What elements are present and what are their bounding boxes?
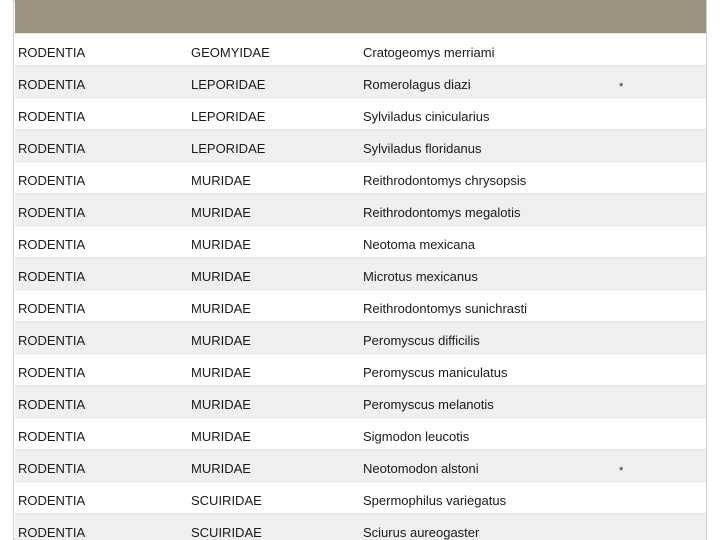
table-row xyxy=(15,353,706,385)
species-cell: Peromyscus melanotis xyxy=(363,397,494,412)
order-cell: RODENTIA xyxy=(18,173,86,188)
table-row xyxy=(15,225,706,257)
table-row xyxy=(15,257,706,289)
family-cell: MURIDAE xyxy=(191,365,251,380)
order-cell: RODENTIA xyxy=(18,109,86,124)
family-cell: LEPORIDAE xyxy=(191,141,266,156)
species-cell: Cratogeomys merriami xyxy=(363,45,495,60)
family-cell: MURIDAE xyxy=(191,333,251,348)
species-cell: Sigmodon leucotis xyxy=(363,429,470,444)
order-cell: RODENTIA xyxy=(18,301,86,316)
order-cell: RODENTIA xyxy=(18,397,86,412)
table-row xyxy=(15,129,706,161)
species-cell: Microtus mexicanus xyxy=(363,269,478,284)
table-row xyxy=(15,193,706,225)
family-cell: MURIDAE xyxy=(191,205,251,220)
order-cell: RODENTIA xyxy=(18,493,86,508)
order-cell: RODENTIA xyxy=(18,429,86,444)
family-cell: MURIDAE xyxy=(191,397,251,412)
species-cell: Reithrodontomys sunichrasti xyxy=(363,301,528,316)
table-row xyxy=(15,481,706,513)
endemic-mark: * xyxy=(619,465,624,477)
table-row xyxy=(15,65,706,97)
species-cell: Reithrodontomys megalotis xyxy=(363,205,521,220)
family-cell: MURIDAE xyxy=(191,429,251,444)
table-row xyxy=(15,289,706,321)
table-row xyxy=(15,33,706,65)
family-cell: SCUIRIDAE xyxy=(191,525,262,540)
order-cell: RODENTIA xyxy=(18,269,86,284)
family-cell: SCUIRIDAE xyxy=(191,493,262,508)
family-cell: GEOMYIDAE xyxy=(191,45,270,60)
order-cell: RODENTIA xyxy=(18,45,86,60)
order-cell: RODENTIA xyxy=(18,365,86,380)
family-cell: LEPORIDAE xyxy=(191,77,266,92)
table-row xyxy=(15,97,706,129)
order-cell: RODENTIA xyxy=(18,77,86,92)
order-cell: RODENTIA xyxy=(18,333,86,348)
species-cell: Sylviladus cinicularius xyxy=(363,109,490,124)
family-cell: MURIDAE xyxy=(191,461,251,476)
table-row xyxy=(15,321,706,353)
table-row xyxy=(15,513,706,540)
species-cell: Sciurus aureogaster xyxy=(363,525,480,540)
species-cell: Reithrodontomys chrysopsis xyxy=(363,173,527,188)
table-body xyxy=(15,33,706,540)
table-row xyxy=(15,385,706,417)
species-cell: Peromyscus difficilis xyxy=(363,333,480,348)
table-row xyxy=(15,449,706,481)
family-cell: MURIDAE xyxy=(191,301,251,316)
species-cell: Neotomodon alstoni xyxy=(363,461,479,476)
species-cell: Sylviladus floridanus xyxy=(363,141,482,156)
order-cell: RODENTIA xyxy=(18,237,86,252)
family-cell: MURIDAE xyxy=(191,269,251,284)
species-cell: Neotoma mexicana xyxy=(363,237,475,252)
species-cell: Spermophilus variegatus xyxy=(363,493,507,508)
order-cell: RODENTIA xyxy=(18,205,86,220)
left-margin xyxy=(0,0,14,540)
table-row xyxy=(15,161,706,193)
family-cell: MURIDAE xyxy=(191,173,251,188)
right-margin xyxy=(706,0,720,540)
family-cell: LEPORIDAE xyxy=(191,109,266,124)
family-cell: MURIDAE xyxy=(191,237,251,252)
endemic-mark: * xyxy=(619,81,624,93)
species-cell: Romerolagus diazi xyxy=(363,77,471,92)
order-cell: RODENTIA xyxy=(18,525,86,540)
species-table xyxy=(15,0,706,540)
table-header-bar xyxy=(15,0,706,33)
order-cell: RODENTIA xyxy=(18,461,86,476)
order-cell: RODENTIA xyxy=(18,141,86,156)
table-row xyxy=(15,417,706,449)
species-cell: Peromyscus maniculatus xyxy=(363,365,508,380)
